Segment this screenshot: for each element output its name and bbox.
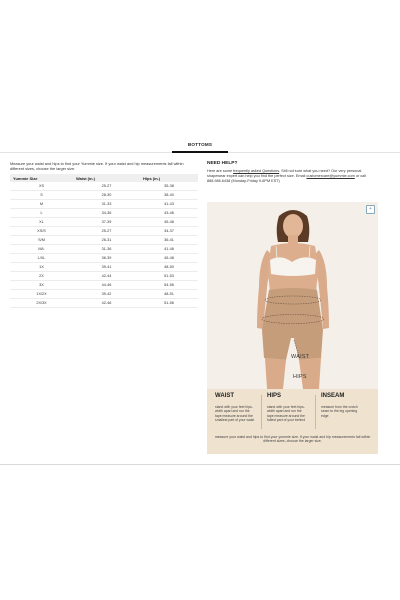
size-table-row (10, 191, 198, 200)
guide-divider (261, 395, 262, 429)
guide-waist-title: WAIST (215, 393, 234, 399)
size-table-row (10, 200, 198, 209)
size-cell: 3X (10, 281, 73, 290)
waist-label: WAIST (291, 354, 310, 360)
hips-label: HIPS (293, 374, 307, 380)
size-table-row (10, 281, 198, 290)
size-table-row (10, 182, 198, 191)
bottom-divider (0, 464, 400, 465)
waist-cell: 42-44 (73, 272, 140, 281)
size-cell: M/L (10, 245, 73, 254)
waist-cell: 36-39 (73, 254, 140, 263)
hips-cell: 35-38 (140, 182, 198, 191)
head (283, 214, 303, 238)
size-cell: XS/S (10, 227, 73, 236)
waist-cell: 25-27 (73, 227, 140, 236)
hips-cell: 54-56 (140, 281, 198, 290)
size-cell: S (10, 191, 73, 200)
size-cell: 1X (10, 263, 73, 272)
help-text-post: or call 888.986.6438 (Monday-Friday 9-6PM EST) (207, 174, 366, 183)
hips-cell: 51-53 (140, 272, 198, 281)
hips-cell: 48-51 (140, 290, 198, 299)
guide-waist-text: stand with your feet hips-width apart and run the tape measure around the smallest part of your waist (215, 405, 255, 423)
waist-cell: 37-39 (73, 218, 140, 227)
hips-cell: 51-56 (140, 299, 198, 308)
measurement-figure (207, 202, 378, 454)
guide-divider (315, 395, 316, 429)
tab-bottoms[interactable]: BOTTOMS (172, 138, 228, 153)
guide-hips-title: HIPS (267, 393, 282, 399)
size-cell: S/M (10, 236, 73, 245)
hips-cell: 41-43 (140, 200, 198, 209)
hips-cell: 45-48 (140, 218, 198, 227)
hips-cell: 45-48 (140, 254, 198, 263)
hips-cell: 41-46 (140, 245, 198, 254)
model-illustration (207, 202, 378, 389)
size-table (10, 174, 198, 308)
size-table-row (10, 236, 198, 245)
hips-cell: 43-46 (140, 209, 198, 218)
size-cell: 1X/2X (10, 290, 73, 299)
size-cell: 2X (10, 272, 73, 281)
size-chart-section (10, 161, 198, 308)
help-section (207, 161, 377, 184)
size-table-row (10, 254, 198, 263)
size-chart-intro: Measure your waist and hips to find your Yummie size. If your waist and hip measurements fall within different sizes, choose the larger size. (10, 161, 184, 171)
size-table-row (10, 272, 198, 281)
left-leg (265, 358, 286, 389)
waist-cell: 25-27 (73, 182, 140, 191)
size-table-row (10, 290, 198, 299)
size-guide-sheet (0, 135, 400, 465)
waist-cell: 28-30 (73, 191, 140, 200)
guide-hips-text: stand with your feet hips-width apart and run the tape measure around the fullest part of your behind (267, 405, 306, 423)
size-cell: L/XL (10, 254, 73, 263)
size-table-row (10, 263, 198, 272)
measurement-guide-panel (207, 389, 378, 454)
waist-cell: 42-46 (73, 299, 140, 308)
faq-link[interactable]: frequently asked Questions (233, 169, 280, 173)
header-hips: Hips (in.) (140, 174, 198, 182)
size-table-row (10, 227, 198, 236)
size-cell: 2X/3X (10, 299, 73, 308)
guide-summary: measure your waist and hips to find your yummie size. if your waist and hip measurements fall within different sizes, choose the larger size. (214, 435, 371, 444)
tab-bar (0, 138, 400, 153)
size-table-row (10, 209, 198, 218)
size-table-row (10, 218, 198, 227)
zoom-icon[interactable]: + (366, 205, 375, 214)
guide-inseam-text: measure from the crotch seam to the leg opening edge (321, 405, 358, 418)
email-link[interactable]: customercare@yummie.com (306, 174, 355, 178)
help-text-pre: Here are some (207, 169, 234, 173)
size-table-header-row (10, 174, 198, 182)
guide-inseam-title: INSEAM (321, 393, 345, 399)
waist-cell: 26-31 (73, 236, 140, 245)
waist-cell: 34-36 (73, 209, 140, 218)
size-table-row (10, 299, 198, 308)
help-title: NEED HELP? (207, 161, 238, 166)
help-text (207, 169, 377, 184)
hips-cell: 36-41 (140, 236, 198, 245)
hips-cell: 48-50 (140, 263, 198, 272)
size-cell: XL (10, 218, 73, 227)
size-cell: XS (10, 182, 73, 191)
header-yummie-size: Yummie Size (10, 174, 73, 182)
size-cell: M (10, 200, 73, 209)
size-cell: L (10, 209, 73, 218)
help-text-mid: . Still not sure what you need? Our very personal shapewear expert can help you find the perfect size. Email (207, 169, 362, 178)
hips-cell: 38-40 (140, 191, 198, 200)
waist-cell: 44-46 (73, 281, 140, 290)
size-table-row (10, 245, 198, 254)
waist-cell: 31-36 (73, 245, 140, 254)
waist-cell: 31-33 (73, 200, 140, 209)
hips-cell: 34-37 (140, 227, 198, 236)
header-waist: Waist (in.) (73, 174, 140, 182)
waist-cell: 39-42 (73, 290, 140, 299)
waist-cell: 39-41 (73, 263, 140, 272)
